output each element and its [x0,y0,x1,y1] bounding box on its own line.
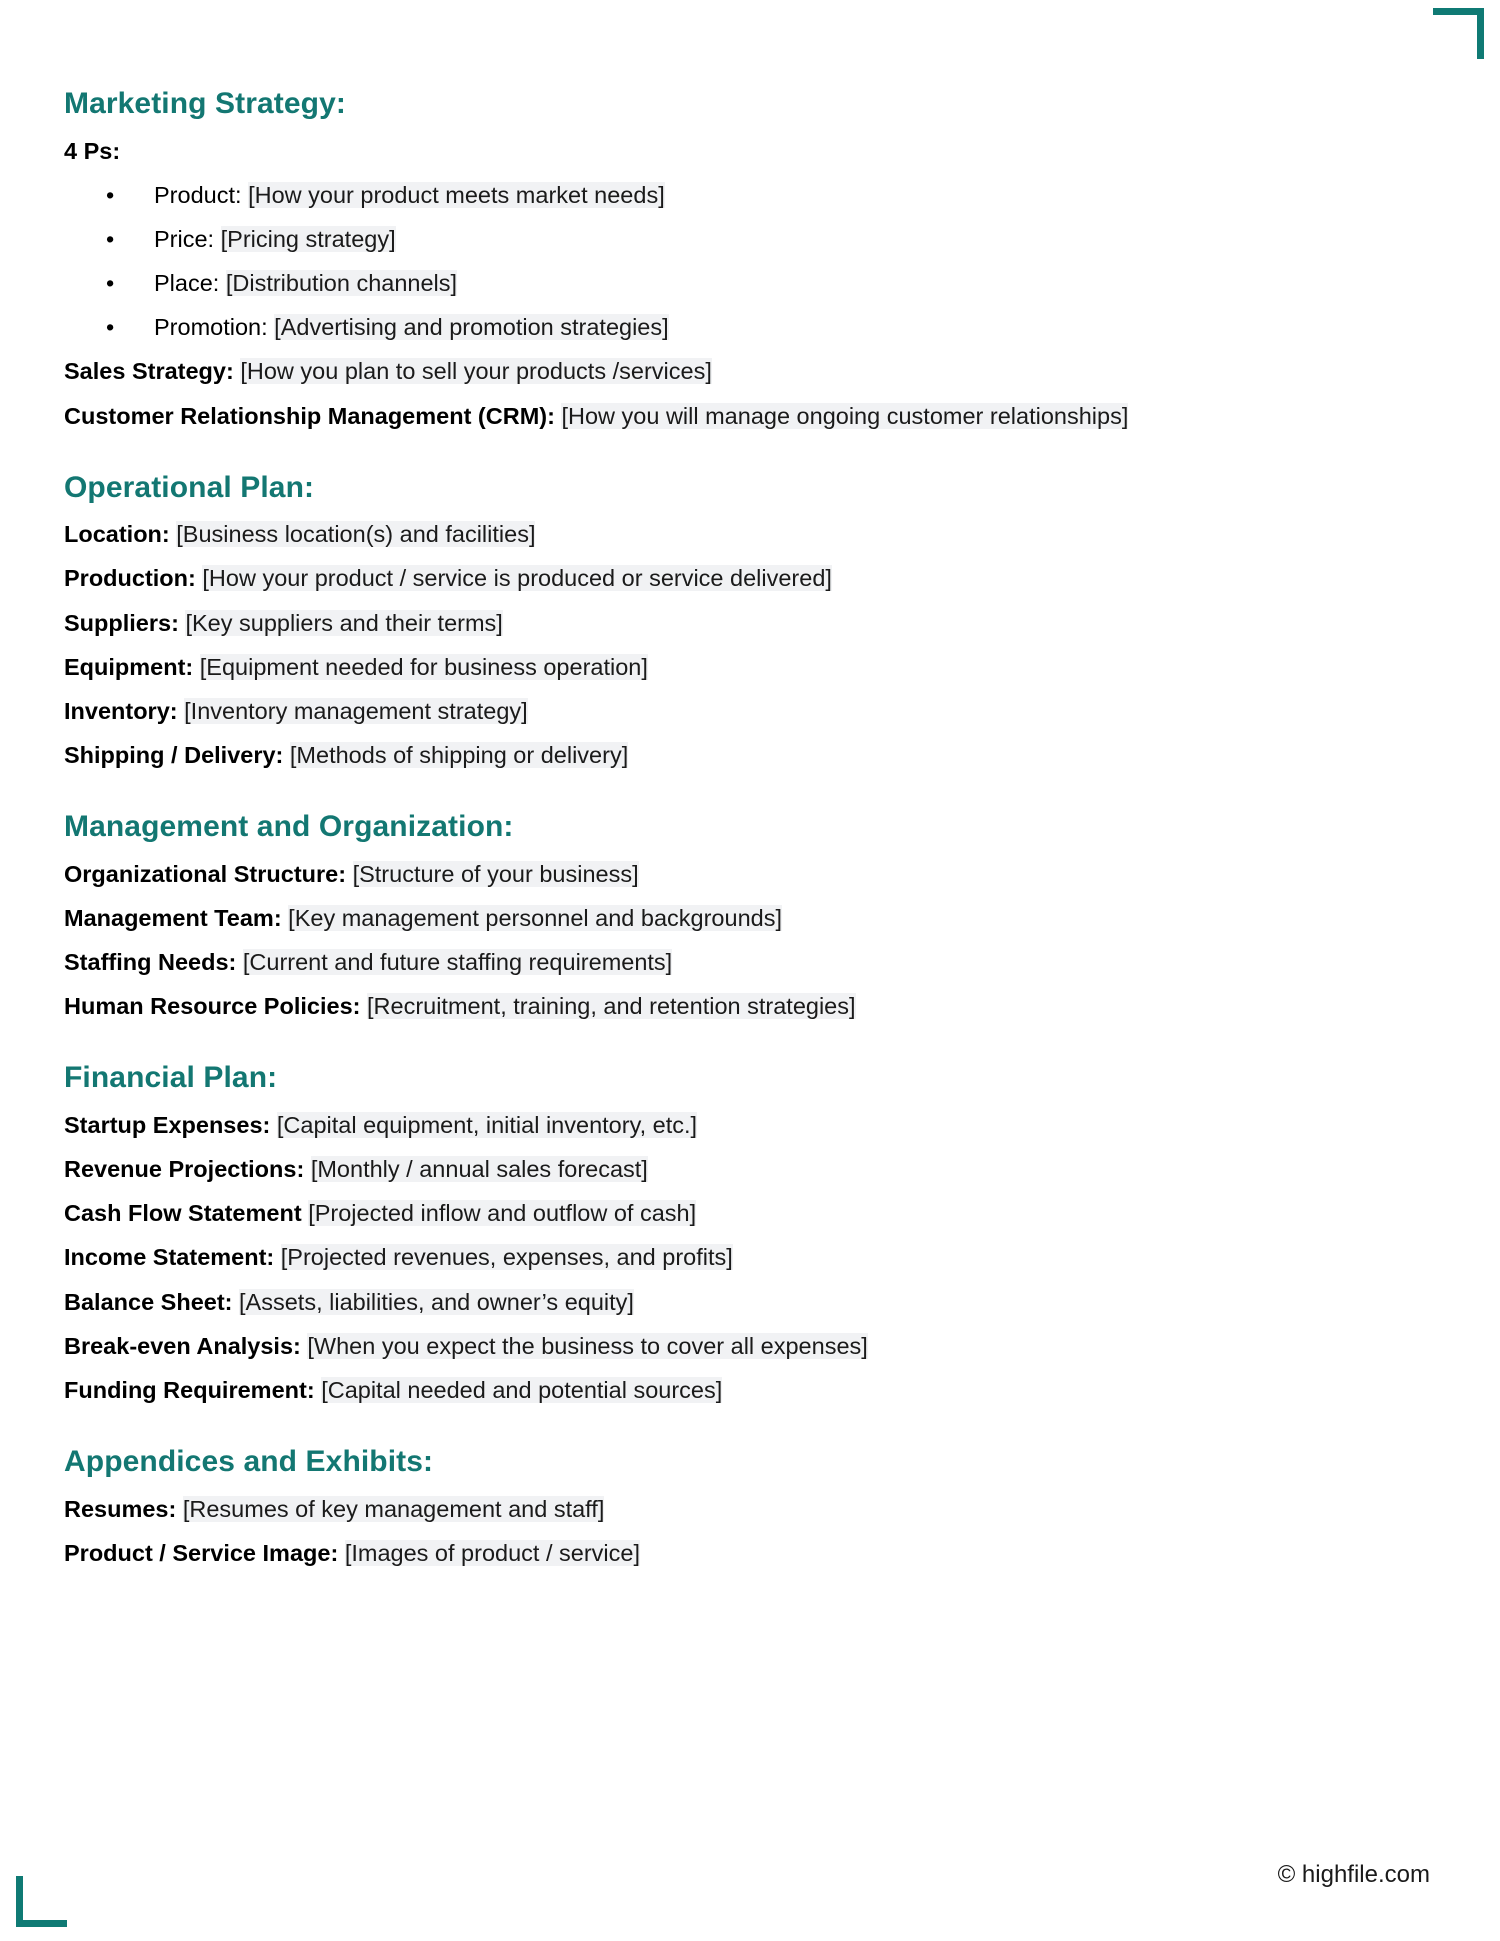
field-row [64,896,1384,940]
field-row [64,1103,1384,1147]
field-row [64,394,1384,438]
field-placeholder: [Projected inflow and outflow of cash] [308,1200,697,1227]
list-item [64,261,1384,305]
field-placeholder: [Monthly / annual sales forecast] [310,1156,648,1183]
field-row [64,1191,1384,1235]
field-label: Resumes: [64,1495,177,1522]
field-label: Location: [64,521,170,548]
field-placeholder: [How your product / service is produced or service delivered] [202,565,832,592]
field-placeholder: [Methods of shipping or delivery] [289,742,629,769]
field-row [64,645,1384,689]
field-row [64,349,1384,393]
corner-bracket-top-right-icon [1433,8,1484,59]
field-placeholder: [How you plan to sell your products /services] [240,358,712,385]
field-label: Management Team: [64,904,282,931]
list-item-label: Promotion: [154,314,268,341]
document-body [64,84,1384,1605]
field-label: Balance Sheet: [64,1288,233,1315]
field-placeholder: [Current and future staffing requirements] [242,949,673,976]
field-label: Equipment: [64,653,194,680]
section-financial-plan [64,1058,1384,1412]
field-row [64,689,1384,733]
list-item-placeholder: [How your product meets market needs] [248,181,665,208]
field-placeholder: [Resumes of key management and staff] [182,1495,605,1522]
field-placeholder: [Business location(s) and facilities] [176,521,536,548]
field-placeholder: [Key suppliers and their terms] [185,609,503,636]
field-placeholder: [Equipment needed for business operation] [199,653,648,680]
field-label: Funding Requirement: [64,1376,315,1403]
list-item-placeholder: [Pricing strategy] [220,225,396,252]
field-row [64,1487,1384,1531]
field-row [64,512,1384,556]
field-placeholder: [Projected revenues, expenses, and profits] [280,1244,733,1271]
field-label: Staffing Needs: [64,949,237,976]
field-row [64,940,1384,984]
field-placeholder: [Key management personnel and backgrounds] [288,904,782,931]
section-marketing-strategy [64,84,1384,438]
list-item-label: Price: [154,225,215,252]
bullet-icon: • [106,225,115,252]
field-placeholder: [Structure of your business] [352,860,639,887]
field-label: Shipping / Delivery: [64,742,284,769]
field-row [64,1147,1384,1191]
field-label: Cash Flow Statement [64,1200,302,1227]
field-placeholder: [Capital needed and potential sources] [321,1376,723,1403]
field-label: Sales Strategy: [64,358,234,385]
section-management-and-organization [64,807,1384,1028]
section-appendices-and-exhibits [64,1442,1384,1575]
field-placeholder: [Assets, liabilities, and owner’s equity] [239,1288,634,1315]
bullet-icon: • [106,270,115,297]
field-row [64,556,1384,600]
field-row [64,984,1384,1028]
field-placeholder: [How you will manage ongoing customer relationships] [561,402,1129,429]
field-row [64,1324,1384,1368]
field-row [64,1280,1384,1324]
list-item [64,217,1384,261]
section-operational-plan [64,468,1384,778]
field-row [64,852,1384,896]
list-item [64,305,1384,349]
field-row [64,1531,1384,1575]
four-ps-list [64,173,1384,350]
field-label: Organizational Structure: [64,860,347,887]
field-row [64,1368,1384,1412]
field-label: Break-even Analysis: [64,1332,301,1359]
list-item-placeholder: [Advertising and promotion strategies] [274,314,669,341]
field-label: Revenue Projections: [64,1156,305,1183]
subheading-label: 4 Ps: [64,137,121,164]
field-label: Human Resource Policies: [64,993,361,1020]
field-placeholder: [Recruitment, training, and retention strategies] [367,993,856,1020]
section-heading: Operational Plan: [64,470,315,504]
corner-bracket-bottom-left-icon [16,1876,67,1927]
field-label: Suppliers: [64,609,179,636]
list-item-placeholder: [Distribution channels] [225,270,458,297]
field-label: Customer Relationship Management (CRM): [64,402,555,429]
field-label: Production: [64,565,196,592]
list-item [64,173,1384,217]
field-placeholder: [Capital equipment, initial inventory, etc.] [276,1111,698,1138]
section-heading: Marketing Strategy: [64,87,346,120]
bullet-icon: • [106,314,115,341]
field-label: Product / Service Image: [64,1539,339,1566]
list-item-label: Place: [154,270,220,297]
field-row [64,1235,1384,1279]
field-label: Inventory: [64,697,178,724]
footer-copyright: © highfile.com [1277,1861,1430,1888]
field-placeholder: [Inventory management strategy] [184,697,528,724]
field-label: Startup Expenses: [64,1111,271,1138]
subheading-4ps [64,129,1384,173]
section-heading: Financial Plan: [64,1061,278,1095]
field-label: Income Statement: [64,1244,275,1271]
list-item-label: Product: [154,181,242,208]
section-heading: Appendices and Exhibits: [64,1445,434,1479]
field-row [64,733,1384,777]
section-heading: Management and Organization: [64,810,514,844]
field-row [64,601,1384,645]
field-placeholder: [Images of product / service] [344,1539,640,1566]
bullet-icon: • [106,181,115,208]
field-placeholder: [When you expect the business to cover all expenses] [307,1332,868,1359]
